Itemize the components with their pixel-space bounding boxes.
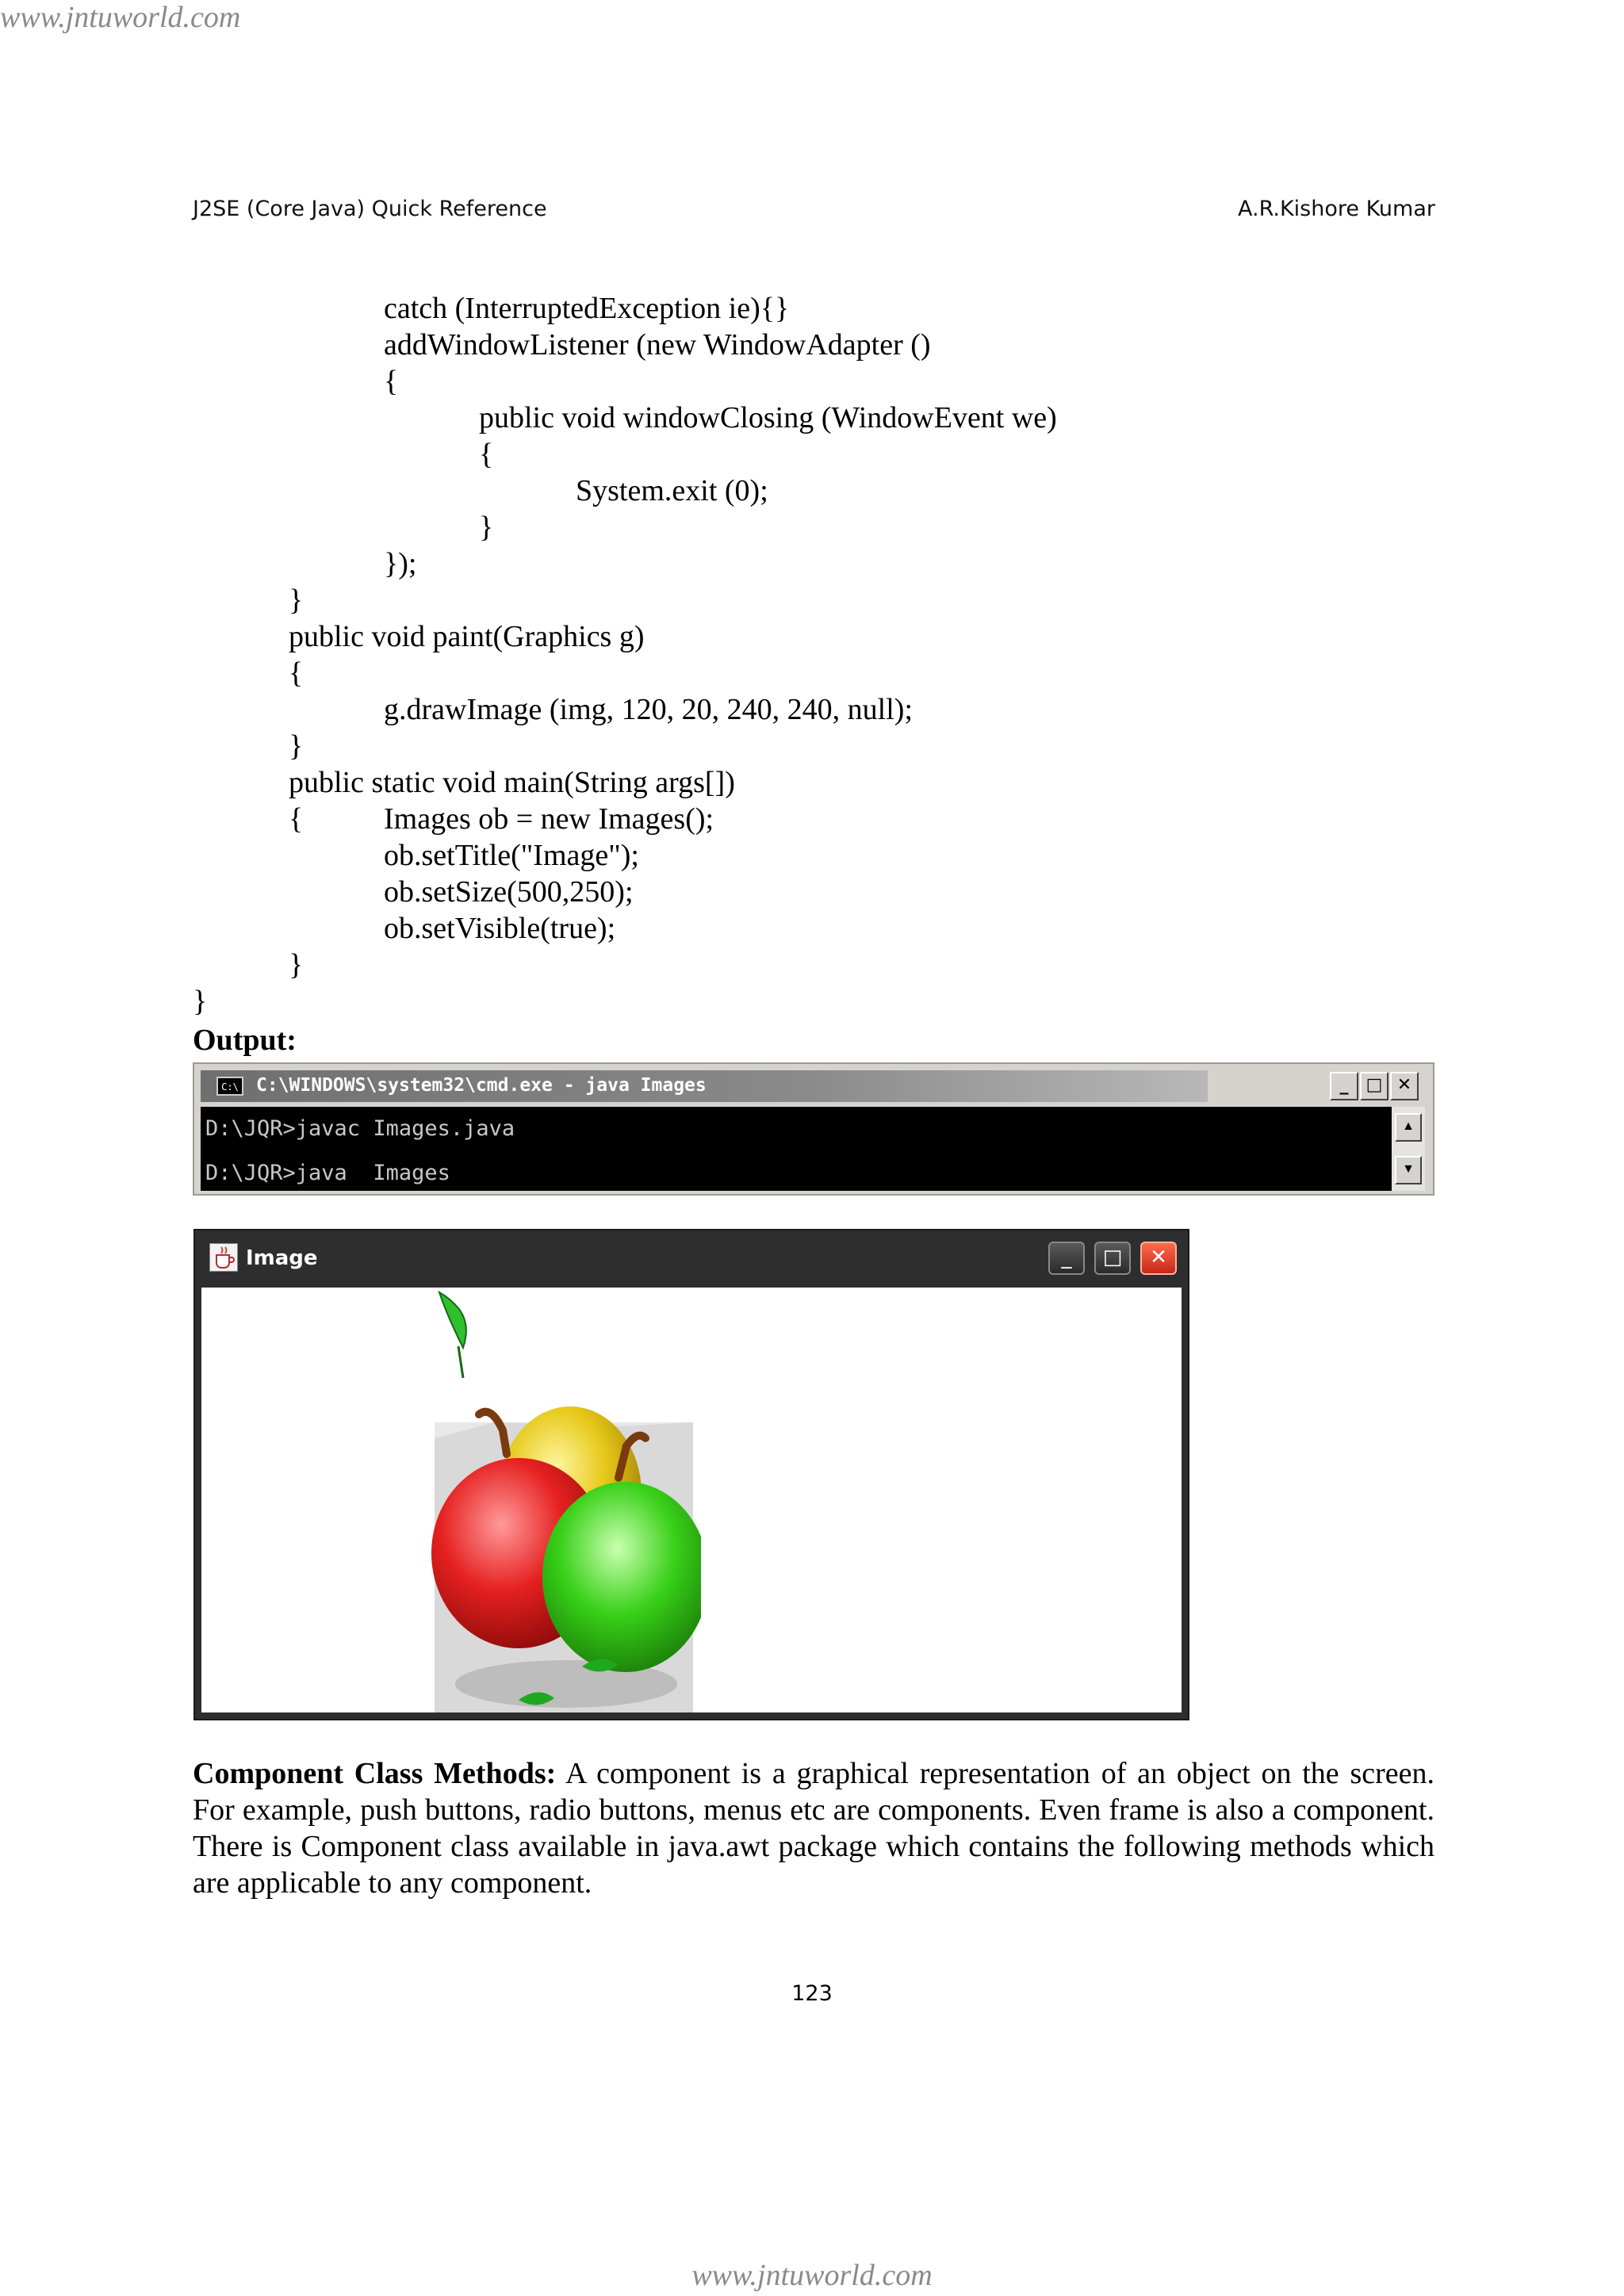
scroll-up-icon[interactable]: ▲ [1395, 1113, 1422, 1142]
apples-image [431, 1288, 701, 1712]
code-line: ob.setSize(500,250); [384, 875, 634, 909]
console-output[interactable] [201, 1107, 1392, 1191]
frame-canvas [201, 1288, 1182, 1712]
image-frame-window [193, 1229, 1189, 1720]
cmd-window [193, 1062, 1434, 1196]
code-line: } [289, 584, 304, 617]
vertical-scrollbar[interactable] [1392, 1107, 1425, 1191]
minimize-icon[interactable]: _ [1330, 1072, 1358, 1100]
code-line: g.drawImage (img, 120, 20, 240, 240, null); [384, 693, 914, 726]
code-line: addWindowListener (new WindowAdapter () [384, 328, 931, 362]
watermark-top: www.jntuworld.com [0, 1, 241, 34]
output-heading: Output: [193, 1024, 297, 1057]
code-line: { [289, 656, 304, 690]
close-icon[interactable]: ✕ [1140, 1242, 1177, 1275]
frame-title: Image [246, 1246, 318, 1270]
close-icon[interactable]: ✕ [1390, 1072, 1419, 1100]
maximize-icon[interactable]: □ [1360, 1072, 1388, 1100]
component-class-paragraph [193, 1755, 1434, 1901]
cmd-title-bar[interactable] [201, 1070, 1208, 1102]
code-line: catch (InterruptedException ie){} [384, 292, 790, 325]
code-line: System.exit (0); [576, 474, 768, 507]
running-header-author: A.R.Kishore Kumar [1238, 197, 1435, 221]
cmd-title: C:\WINDOWS\system32\cmd.exe - java Images [256, 1075, 707, 1096]
code-line: }); [384, 547, 417, 580]
minimize-icon[interactable]: _ [1048, 1242, 1085, 1275]
maximize-icon[interactable]: □ [1094, 1242, 1131, 1275]
code-line: ob.setTitle("Image"); [384, 839, 639, 872]
code-line: public void windowClosing (WindowEvent we) [479, 401, 1057, 434]
page-number: 123 [791, 1981, 833, 2006]
watermark-bottom: www.jntuworld.com [691, 2259, 933, 2292]
code-line: ob.setVisible(true); [384, 912, 616, 945]
code-line: Images ob = new Images(); [384, 802, 714, 836]
scroll-down-icon[interactable]: ▼ [1395, 1156, 1422, 1184]
paragraph-text: A component is a graphical representation of an object on the screen. For example, push buttons, radio buttons, menus etc are components. Even frame is also a component. There is Component class available in java.awt package which contains the following methods which are applicable to any component. [193, 1757, 1434, 1900]
running-header-title: J2SE (Core Java) Quick Reference [193, 197, 547, 221]
code-line: } [289, 729, 304, 763]
code-line: public static void main(String args[]) [289, 766, 735, 799]
console-icon: C:\ [216, 1077, 243, 1096]
console-line: D:\JQR>javac Images.java [205, 1116, 515, 1141]
code-line: } [289, 948, 304, 982]
code-line: { [479, 438, 494, 471]
code-line: } [479, 511, 494, 544]
java-cup-icon [209, 1243, 238, 1272]
code-line: { [289, 802, 304, 836]
code-line: public void paint(Graphics g) [289, 620, 645, 653]
code-line: } [193, 985, 208, 1018]
code-line: { [384, 365, 399, 398]
console-line: D:\JQR>java Images [205, 1161, 450, 1185]
paragraph-lead: Component Class Methods: [193, 1757, 557, 1790]
